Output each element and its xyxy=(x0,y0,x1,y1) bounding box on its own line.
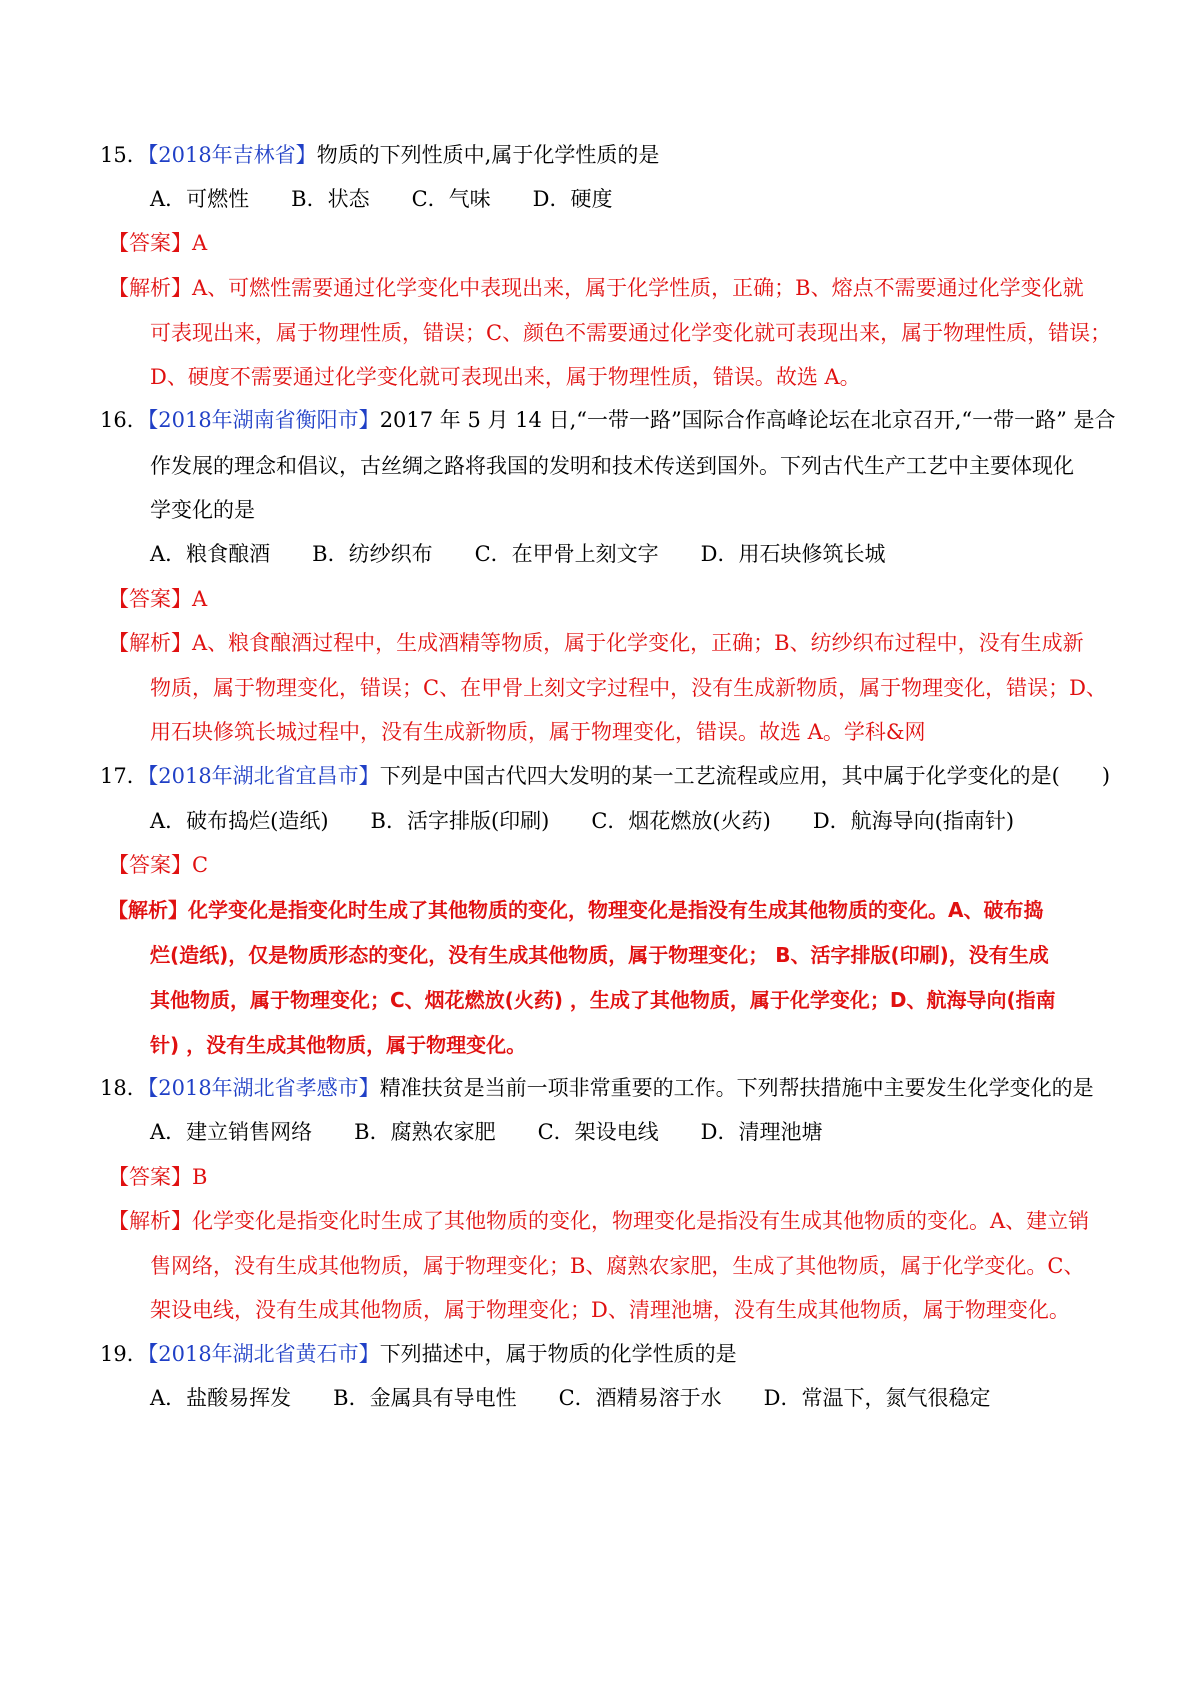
question-number: 16． xyxy=(100,408,148,432)
question-19 xyxy=(100,1340,737,1368)
explanation-label: 【解析】 xyxy=(108,1209,192,1233)
question-15-options: A．可燃性 B．状态 C．气味 D．硬度 xyxy=(150,187,613,211)
question-number: 17． xyxy=(100,764,148,788)
question-stem: 下列描述中，属于物质的化学性质的是 xyxy=(379,1342,737,1366)
question-15-explanation-line-1 xyxy=(108,274,1084,302)
question-stem: 2017 年 5 月 14 日,“一带一路”国际合作高峰论坛在北京召开,“一带一路” 是合 xyxy=(379,408,1116,432)
explanation-label: 【解析】 xyxy=(108,276,192,300)
question-source: 【2018年湖北省黄石市】 xyxy=(147,1342,380,1366)
question-16-explanation-line-1 xyxy=(108,629,1084,657)
question-16-stem-line-2: 作发展的理念和倡议，古丝绸之路将我国的发明和技术传送到国外。下列古代生产工艺中主要体现化 xyxy=(150,454,1074,478)
question-16-answer xyxy=(108,585,207,613)
question-source: 【2018年吉林省】 xyxy=(147,143,317,167)
question-18-explanation-line-3: 架设电线，没有生成其他物质，属于物理变化；D、清理池塘，没有生成其他物质，属于物理变化。 xyxy=(150,1298,1070,1322)
question-17-explanation-line-2: 烂(造纸)，仅是物质形态的变化，没有生成其他物质，属于物理变化； B、活字排版(印刷)，没有生成 xyxy=(150,943,1049,967)
question-19-options: A．盐酸易挥发 B．金属具有导电性 C．酒精易溶于水 D．常温下，氮气很稳定 xyxy=(150,1386,991,1410)
question-number: 18． xyxy=(100,1076,148,1100)
answer-label: 【答案】 xyxy=(108,1165,192,1189)
answer-value: A xyxy=(192,231,208,255)
question-16-options: A．粮食酿酒 B．纺纱织布 C．在甲骨上刻文字 D．用石块修筑长城 xyxy=(150,542,886,566)
question-17-answer xyxy=(108,851,208,879)
answer-label: 【答案】 xyxy=(108,587,192,611)
question-stem: 物质的下列性质中,属于化学性质的是 xyxy=(316,143,660,167)
question-18-explanation-line-2: 售网络，没有生成其他物质，属于物理变化；B、腐熟农家肥，生成了其他物质，属于化学变化。C、 xyxy=(150,1254,1085,1278)
question-source: 【2018年湖北省孝感市】 xyxy=(147,1076,380,1100)
question-15-explanation-line-2: 可表现出来，属于物理性质，错误；C、颜色不需要通过化学变化就可表现出来，属于物理性质，错误； xyxy=(150,321,1112,345)
question-17 xyxy=(100,762,1110,790)
answer-label: 【答案】 xyxy=(108,231,192,255)
explanation-text: 化学变化是指变化时生成了其他物质的变化，物理变化是指没有生成其他物质的变化。A、破布捣 xyxy=(188,898,1044,922)
explanation-label: 【解析】 xyxy=(108,631,192,655)
answer-value: C xyxy=(192,853,209,877)
question-source: 【2018年湖南省衡阳市】 xyxy=(147,408,380,432)
question-18 xyxy=(100,1074,1094,1102)
question-17-explanation-line-4: 针) ，没有生成其他物质，属于物理变化。 xyxy=(150,1033,527,1057)
question-18-explanation-line-1 xyxy=(108,1207,1089,1235)
explanation-text: A、粮食酿酒过程中，生成酒精等物质，属于化学变化，正确；B、纺纱织布过程中，没有生成新 xyxy=(192,631,1084,655)
explanation-text: A、可燃性需要通过化学变化中表现出来，属于化学性质，正确；B、熔点不需要通过化学变化就 xyxy=(192,276,1084,300)
answer-value: A xyxy=(192,587,208,611)
answer-value: B xyxy=(192,1165,208,1189)
question-stem: 下列是中国古代四大发明的某一工艺流程或应用，其中属于化学变化的是( ) xyxy=(379,764,1111,788)
question-15 xyxy=(100,141,659,169)
explanation-label: 【解析】 xyxy=(108,898,188,922)
question-18-answer xyxy=(108,1163,207,1191)
question-number: 19． xyxy=(100,1342,148,1366)
question-17-explanation-line-1 xyxy=(108,896,1043,924)
question-16-stem-line-3: 学变化的是 xyxy=(150,498,255,522)
question-17-explanation-line-3: 其他物质，属于物理变化；C、烟花燃放(火药) ，生成了其他物质，属于化学变化；D、航海导向(指南 xyxy=(150,988,1056,1012)
answer-label: 【答案】 xyxy=(108,853,192,877)
question-15-answer xyxy=(108,229,207,257)
question-16-explanation-line-3: 用石块修筑长城过程中，没有生成新物质，属于物理变化，错误。故选 A。学科&网 xyxy=(150,720,926,744)
question-stem: 精准扶贫是当前一项非常重要的工作。下列帮扶措施中主要发生化学变化的是 xyxy=(379,1076,1094,1100)
question-17-options: A．破布捣烂(造纸) B．活字排版(印刷) C．烟花燃放(火药) D．航海导向(指南针) xyxy=(150,809,1015,833)
question-16-explanation-line-2: 物质，属于物理变化，错误；C、在甲骨上刻文字过程中，没有生成新物质，属于物理变化，错误；D、 xyxy=(150,676,1107,700)
question-18-options: A．建立销售网络 B．腐熟农家肥 C．架设电线 D．清理池塘 xyxy=(150,1120,823,1144)
question-number: 15． xyxy=(100,143,148,167)
question-16 xyxy=(100,406,1116,434)
question-15-explanation-line-3: D、硬度不需要通过化学变化就可表现出来，属于物理性质，错误。故选 A。 xyxy=(150,365,861,389)
explanation-text: 化学变化是指变化时生成了其他物质的变化，物理变化是指没有生成其他物质的变化。A、建立销 xyxy=(192,1209,1090,1233)
question-source: 【2018年湖北省宜昌市】 xyxy=(147,764,380,788)
